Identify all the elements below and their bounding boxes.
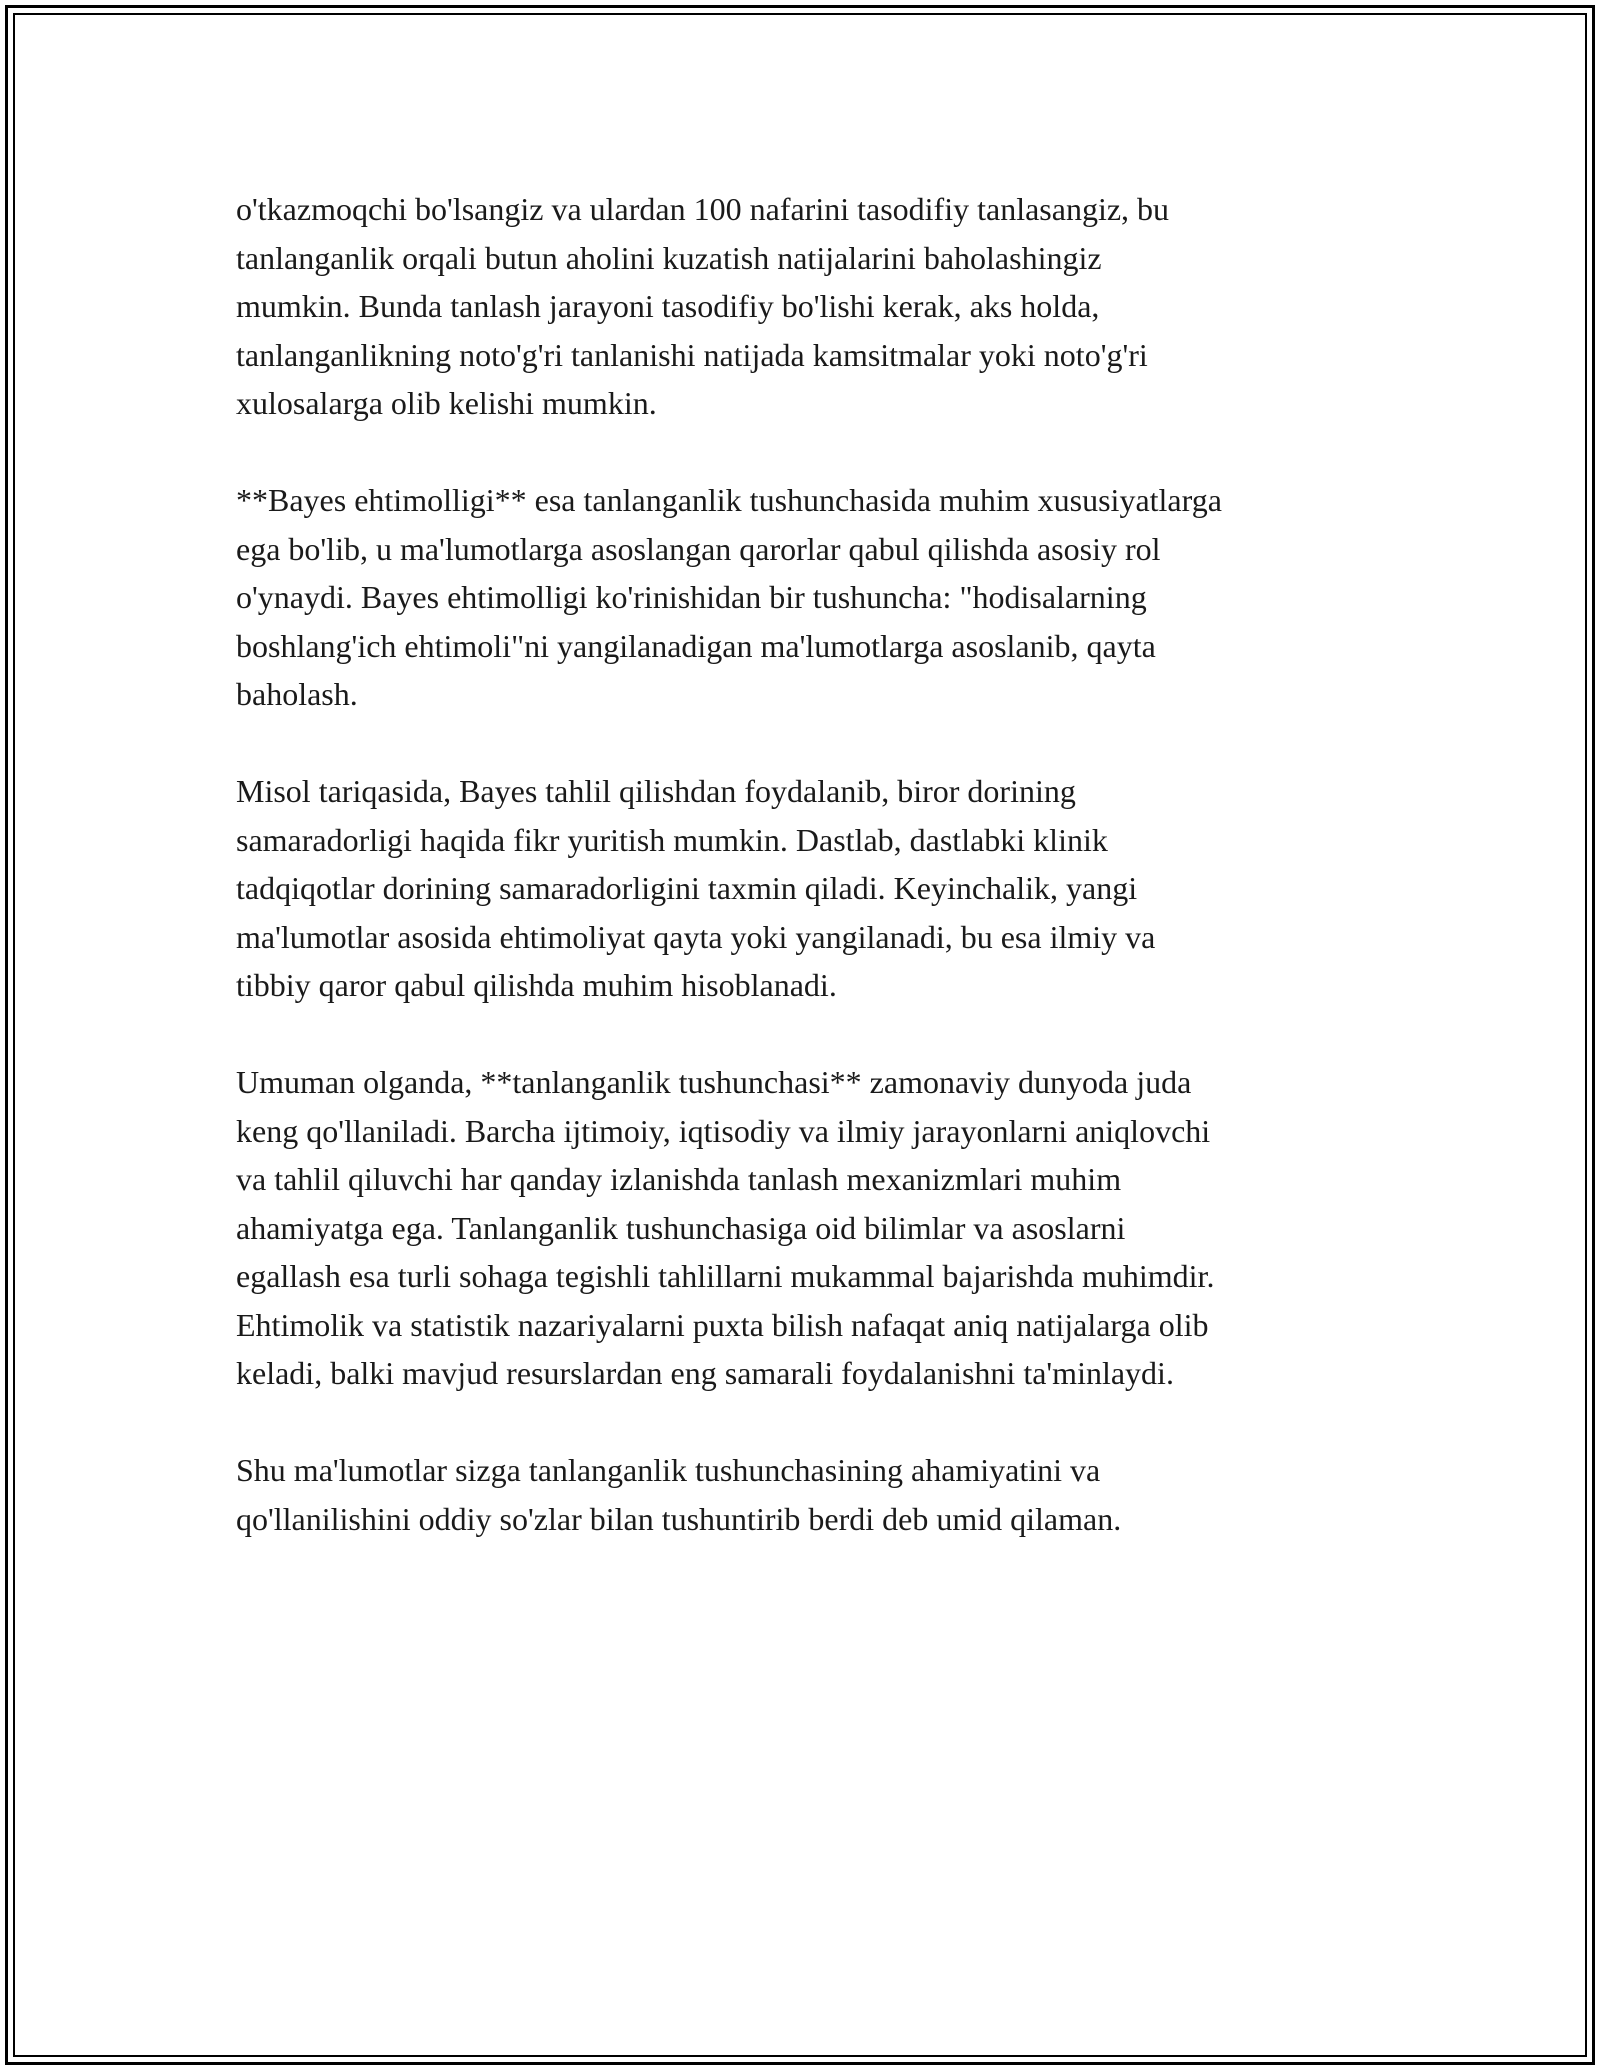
paragraph-bayes-example: Misol tariqasida, Bayes tahlil qilishdan foydalanib, biror dorining samaradorligi haqida fikr yuritish mumkin. Dastlab, dastlabki klinik tadqiqotlar dorining samaradorligini taxmin qiladi. Keyinchalik, yangi ma'lumotlar asosida ehtimoliyat qayta yoki yangilanadi, bu esa ilmiy va tibbiy qaror qabul qilishda muhim hisoblanadi.	[236, 773, 1156, 1003]
paragraph-sampling-example: o'tkazmoqchi bo'lsangiz va ulardan 100 nafarini tasodifiy tanlasangiz, bu tanlanganlik orqali butun aholini kuzatish natijalarini baholashingiz mumkin. Bunda tanlash jarayoni tasodifiy bo'lishi kerak, aks holda, tanlanganlikning noto'g'ri tanlanishi natijada kamsitmalar yoki noto'g'ri xulosalarga olib kelishi mumkin.	[236, 191, 1170, 421]
document-body	[236, 185, 1371, 1592]
paragraph-closing: Shu ma'lumotlar sizga tanlanganlik tushunchasining ahamiyatini va qo'llanilishini oddiy so'zlar bilan tushuntirib berdi deb umid qilaman.	[236, 1452, 1122, 1537]
paragraph-summary: Umuman olganda, **tanlanganlik tushunchasi** zamonaviy dunyoda juda keng qo'llaniladi. Barcha ijtimoiy, iqtisodiy va ilmiy jarayonlarni aniqlovchi va tahlil qiluvchi har qanday izlanishda tanlash mexanizmlari muhim ahamiyatga ega. Tanlanganlik tushunchasiga oid bilimlar va asoslarni egallash esa turli sohaga tegishli tahlillarni mukammal bajarishda muhimdir. Ehtimolik va statistik nazariyalarni puxta bilish nafaqat aniq natijalarga olib keladi, balki mavjud resurslardan eng samarali foydalanishni ta'minlaydi.	[236, 1064, 1215, 1391]
paragraph-bayes-probability: **Bayes ehtimolligi** esa tanlanganlik tushunchasida muhim xususiyatlarga ega bo'lib, u ma'lumotlarga asoslangan qarorlar qabul qilishda asosiy rol o'ynaydi. Bayes ehtimolligi ko'rinishidan bir tushuncha: "hodisalarning boshlang'ich ehtimoli"ni yangilanadigan ma'lumotlarga asoslanib, qayta baholash.	[236, 482, 1222, 712]
